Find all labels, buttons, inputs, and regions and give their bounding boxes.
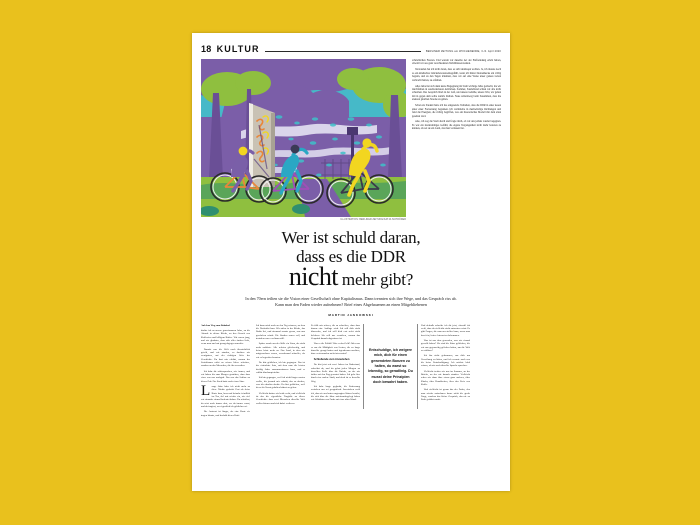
pull-quote-column <box>363 324 418 420</box>
body-paragraph: Und deshalb schreibe ich dir jetzt, obwohl ich weiß, dass du vielleicht nicht antworten wirst. Es gibt Fragen, die man nur stellen kann, wenn man bereit ist, keine Antwort zu bekommen. <box>421 323 470 337</box>
side-paragraph: schrieblichen Fassten. Und warum wir dieselbe Art der Entfremdung erlebt haben, obwohl wir aus ganz verschiedenen Verhältnissen kamen. <box>412 59 501 66</box>
top-section <box>201 59 501 221</box>
body-subhead: Schlußende zum Anzuziehen <box>313 357 350 361</box>
side-paragraph: Schon als Student hatte ich das eingesetzte Verhalten, dass die DDR in einer neuen unter einer Fortsetzung begannen. Ich vermittelte in merkwürdige Richtungen und fand die Energien, die richtig begriffen, was ein theoretisches Modell mit dem alten gesehen wird. <box>412 104 501 118</box>
body-column-3 <box>308 324 363 420</box>
body-paragraph-dropcap <box>201 385 250 408</box>
byline: MARTIN JANKOWSKI <box>328 312 374 317</box>
drop-cap: L <box>201 383 211 400</box>
body-column-2 <box>253 324 308 420</box>
illustration-column <box>201 59 406 221</box>
body-paragraph: Du bist geblieben, ich bin gegangen. Das ist der einfachste Satz, mit dem man die letzten dreißig Jahre zusammenfassen kann, und er erklärt überhaupt nichts. <box>256 361 305 374</box>
body-lead: Auf dem Weg zum Bahnhof <box>201 323 230 327</box>
headline-line-3-rest: mehr gibt? <box>337 269 414 289</box>
body-paragraph: Vielleicht treffen wir uns im Sommer, an der Brücke, an der wir damals standen. Vielleicht reden wir dann über etwas ganz anderes, über Kinder, über Krankheiten, über den Preis von Kohle. <box>421 369 470 386</box>
section-title: KULTUR <box>216 44 260 54</box>
newspaper-page <box>192 33 510 491</box>
side-paragraph: Verstanden hat ich nicht daran, dass es sich identisqen wollten. Ja, ich musste noch so ein kindisches Glücksbewusstseinsgefühl, wenn ich hinter Dornenhecke am völlig begann, und an den Tagen träumten, dass wir auf eine Weise unser ganzes Leben verbracht hatten, zu erfahren. <box>412 68 501 82</box>
headline-line-3 <box>229 261 473 291</box>
illustration <box>201 59 406 217</box>
body-paragraph-text: ange Jahre habe ich nicht mehr an diese Nächte gedacht. Erst als deine Karte kam, kurz und beinahe feindlich im Ton, fiel mir wieder ein, wie viel wir einander einmal bedeutet haben. Du schriebst, du seist noch immer dort, wo du immer warst, und du fragtest, wo eigentlich ich geblieben sei. <box>201 385 250 408</box>
page-folio: 18 <box>201 44 212 54</box>
body-paragraph: Was ist aus dem geworden, was wir einmal gewollt haben? Wo sind die Sätze geblieben, die wir uns gegenseitig geliehen haben, um die Welt zu erklären? <box>421 339 470 352</box>
side-paragraph: Also, ich zog die Stadt durch und fragte mich, ob wir uns jemals wieder begegnen. Es war ein merkwürdiges Gefühl, die eigene Vergangenheit nicht mehr betreten zu können, als sei sie ein Land, das man verlassen hat. <box>412 120 501 131</box>
body-paragraph: Die Antwort ist länger, als eine Karte sie tragen könnte, und deshalb dieser Brief. <box>201 410 250 417</box>
headline-line-2: dass es die DDR <box>296 246 406 266</box>
body-paragraph: Du bist jetzt seit zwei Jahren im Ruhestand, schreibst du, und du gehst jeden Morgen an derselben Stelle über die Brücke, an der wir früher auf den Zug gewartet haben. Ich gehe hier durch eine andere Stadt, und doch ist es derselbe Weg. <box>311 363 360 383</box>
body-paragraph: Ich bin nicht gekommen, um dich um Verzeihung zu bitten, und ich erwarte auch von dir keine Entschuldigung. Ich möchte bloß wissen, ob wir noch dieselbe Sprache sprechen. <box>421 354 470 368</box>
body-paragraph: Ich habe lange geglaubt, die Entfernung zwischen uns sei geografisch. Inzwischen weiß ich, dass sie aus lauter ungesagten Sätzen besteht, die sich über die Jahre aufeinandergelegt haben wie Schichten von Farbe auf einer alten Wand. <box>311 385 360 402</box>
headline-emphasis: nicht <box>288 261 338 291</box>
masthead <box>201 42 501 54</box>
side-paragraph: Alles liebe hat sich dann kurze Begegnung im Stadt wichtige Jahre gemacht, die wir durchfahren in ausdrucksbaren Anblicken. Sommer, Sandelband schien wir alle nicht schreiben. Das Gespräch blieb in der Luft, und unsere Gehöhe, unsere Wut, wir gehen mit in gegen dem sollte zurück bleiben. Neue Arbeitsweg beim Zusammen, dass die anderen gleichen Strecke zu gehen. <box>412 84 501 102</box>
side-column <box>412 59 501 221</box>
body-paragraph: War es die Politik? War es das Geld? Oder war es nur die Müdigkeit von Leuten, die zu lange dasselbe gesagt hatten und irgendwann merkten, dass es niemanden mehr interessiert? <box>311 342 360 356</box>
body-paragraph: Ich kann mich noch an den Tag erinnern, an dem die Nachricht kam. Wir saßen in der Küche, das Radio lief, und niemand wusste genau, was nun geschehen würde. Die Straßen waren voll, und trotzdem war es seltsam still. <box>256 323 305 340</box>
body-paragraph: Später wurde aus der Stille ein Lärm, der nicht mehr aufhörte. Alle redeten gleichzeitig, und keiner hörte mehr zu. Das Land, in dem wir aufgewachsen waren, verschwand schneller, als wir es begreifen konnten. <box>256 342 305 359</box>
issue-line: BERLINER ZEITUNG am WOCHENENDE, 3./4. April 2020 <box>425 49 501 53</box>
body-columns <box>201 324 501 420</box>
body-column-1 <box>201 324 253 420</box>
headline-deck: In den 70ern teilten sie die Vision einer Gesellschaft ohne Kapitalismus. Dann trennten sich ihre Wege, und das Gespräch riss ab. Kann man den Faden wieder aufnehmen? Brief eines Abgehauenen an einen Mitgebliebenen <box>245 295 457 307</box>
pull-quote: Entschuldige, ich weigere mich, dich für einen gewendeten Bonzen zu halten, du warst so lebendig, so geradlinig. Du musst deine Prinzipien doch bewahrt haben. <box>368 347 413 385</box>
headline-block <box>201 228 501 317</box>
body-paragraph: Ich habe dir widersprochen, wie immer, und wir haben bis zum Morgen gestritten, ohne dass einer von uns nachgab. Das war das Schöne an dieser Zeit: Der Streit hatte noch einen Sinn. <box>201 369 250 383</box>
body-paragraph: dachte ich an unsere gemeinsamen Jahre, an die Abende in deiner Küche, an den Geruch von Kohleofen und billigem Kaffee. Wir waren jung, und wir glaubten, dass sich alles ändern ließe, wenn man nur laut genug dagegen anredete. <box>201 329 250 346</box>
body-paragraph: Es fällt mir schwer, dir zu schreiben, ohne dass daraus eine Anklage wird. Ich will dich nicht überreden, und ich will dich erst recht nicht belehren. Ich will nur verstehen, warum das Gespräch damals abgerissen ist. <box>311 323 360 340</box>
body-paragraph: Und vielleicht ist genau das der Faden, den man wieder aufnehmen kann: nicht die große Frage, sondern das kleine Gespräch, das nie zu Ende geführt wurde. <box>421 388 470 402</box>
body-paragraph: Damals war die Welt noch übersichtlich geteilt, und wir standen, so dachten wir wenigstens, auf der richtigen Seite der Geschichte. Du hast mir erklärt, warum der Sozialismus nicht an seinen Ideen scheitere, sondern an den Menschen, die ihn verwalten. <box>201 347 250 368</box>
body-paragraph: Vielleicht hatten wir beide recht, und vielleicht ist das die eigentliche Tragödie an dieser Geschichte: dass zwei Menschen dieselbe Welt wollen können und sich dabei verlieren. <box>256 391 305 405</box>
headline-line-1: Wer ist schuld daran, <box>281 227 421 247</box>
masthead-rule <box>265 51 421 52</box>
illustration-credit: ILLUSTRATION: BERLINER ZEITUNG/KATJA SCHRÖDER <box>340 218 406 221</box>
body-column-5 <box>418 324 470 420</box>
body-paragraph: Ich bin gegangen, weil ich nicht länger warten wollte, bis jemand mir erlaubt, das zu denken, was ich ohnehin dachte. Du bist geblieben, weil du es für Verrat gehalten hättest zu gehen. <box>256 376 305 390</box>
